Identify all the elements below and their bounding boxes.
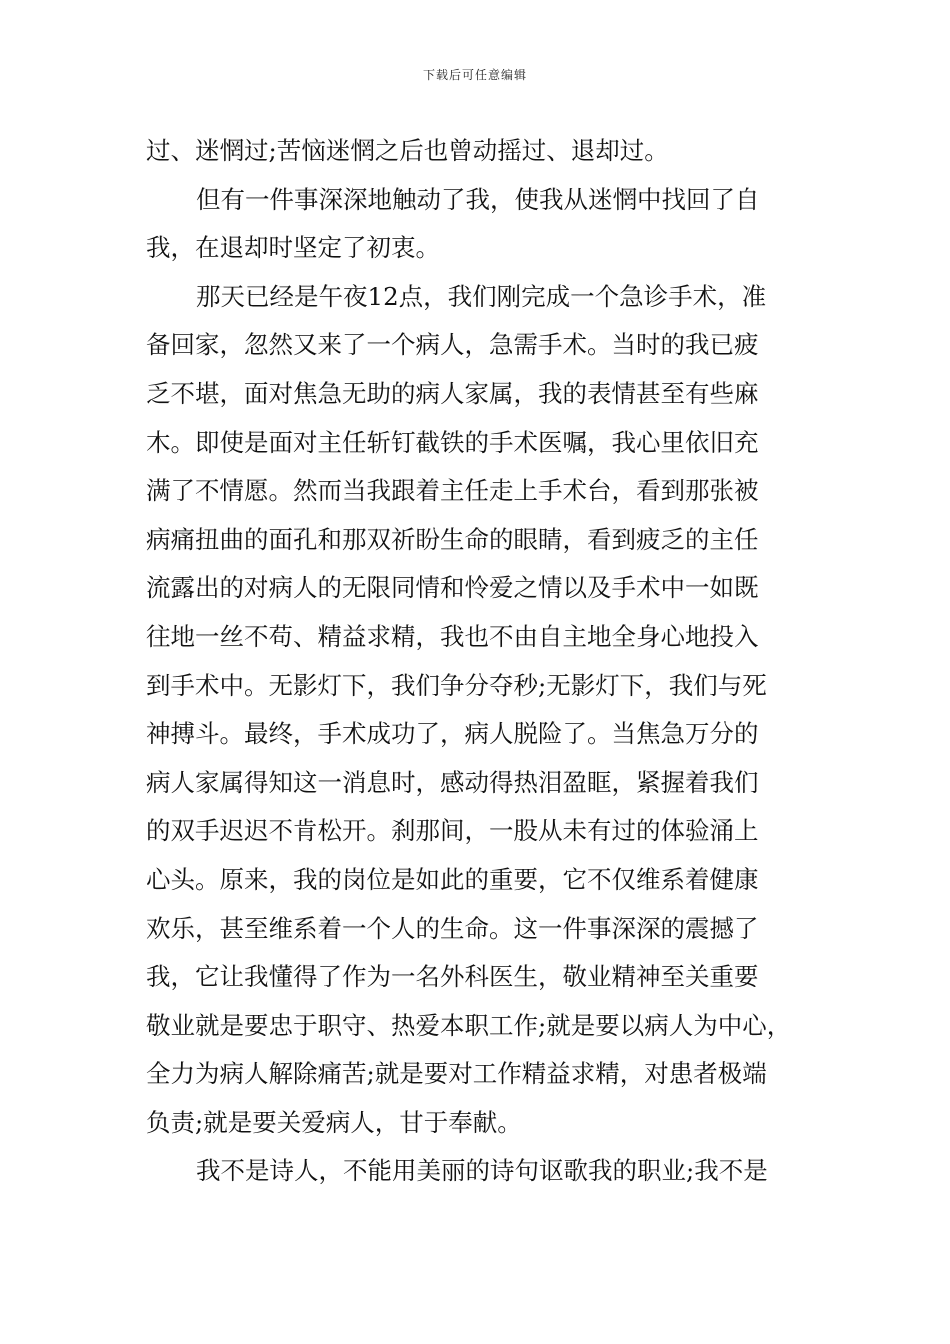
text-line: 我，在退却时坚定了初衷。 (146, 233, 440, 263)
text-line: 欢乐，甚至维系着一个人的生命。这一件事深深的震撼了 (146, 913, 759, 943)
text-line: 病痛扭曲的面孔和那双祈盼生命的眼睛，看到疲乏的主任 (146, 524, 759, 554)
text-line: 备回家，忽然又来了一个病人，急需手术。当时的我已疲 (146, 330, 759, 360)
text-line: 我，它让我懂得了作为一名外科医生，敬业精神至关重要 (146, 962, 759, 992)
text-line: 病人家属得知这一消息时，感动得热泪盈眶，紧握着我们 (146, 767, 759, 797)
text-line: 全力为病人解除痛苦;就是要对工作精益求精，对患者极端 (146, 1059, 767, 1089)
text-line: 过、迷惘过;苦恼迷惘之后也曾动摇过、退却过。 (146, 136, 669, 165)
paragraph-start-line: 那天已经是午夜12点，我们刚完成一个急诊手术，准 (196, 281, 767, 311)
text-line: 负责;就是要关爱病人，甘于奉献。 (146, 1107, 522, 1137)
page-header: 下载后可任意编辑 (422, 68, 527, 82)
text-line: 往地一丝不苟、精益求精，我也不由自主地全身心地投入 (146, 621, 759, 651)
paragraph-start-line: 但有一件事深深地触动了我，使我从迷惘中找回了自 (196, 184, 760, 214)
text-line: 心头。原来，我的岗位是如此的重要，它不仅维系着健康 (146, 864, 759, 894)
text-line: 到手术中。无影灯下，我们争分夺秒;无影灯下，我们与死 (146, 670, 767, 700)
text-line: 神搏斗。最终，手术成功了，病人脱险了。当焦急万分的 (146, 719, 759, 749)
text-line: 流露出的对病人的无限同情和怜爱之情以及手术中一如既 (146, 573, 759, 603)
text-line: 乏不堪，面对焦急无助的病人家属，我的表情甚至有些麻 (146, 378, 759, 408)
text-line: 的双手迟迟不肯松开。刹那间，一股从未有过的体验涌上 (146, 816, 759, 846)
text-line: 敬业就是要忠于职守、热爱本职工作;就是要以病人为中心， (146, 1010, 792, 1040)
paragraph-start-line: 我不是诗人，不能用美丽的诗句讴歌我的职业;我不是 (196, 1156, 768, 1186)
text-line: 木。即使是面对主任斩钉截铁的手术医嘱，我心里依旧充 (146, 427, 759, 457)
text-line: 满了不情愿。然而当我跟着主任走上手术台，看到那张被 (146, 476, 759, 506)
document-body (146, 127, 816, 1196)
